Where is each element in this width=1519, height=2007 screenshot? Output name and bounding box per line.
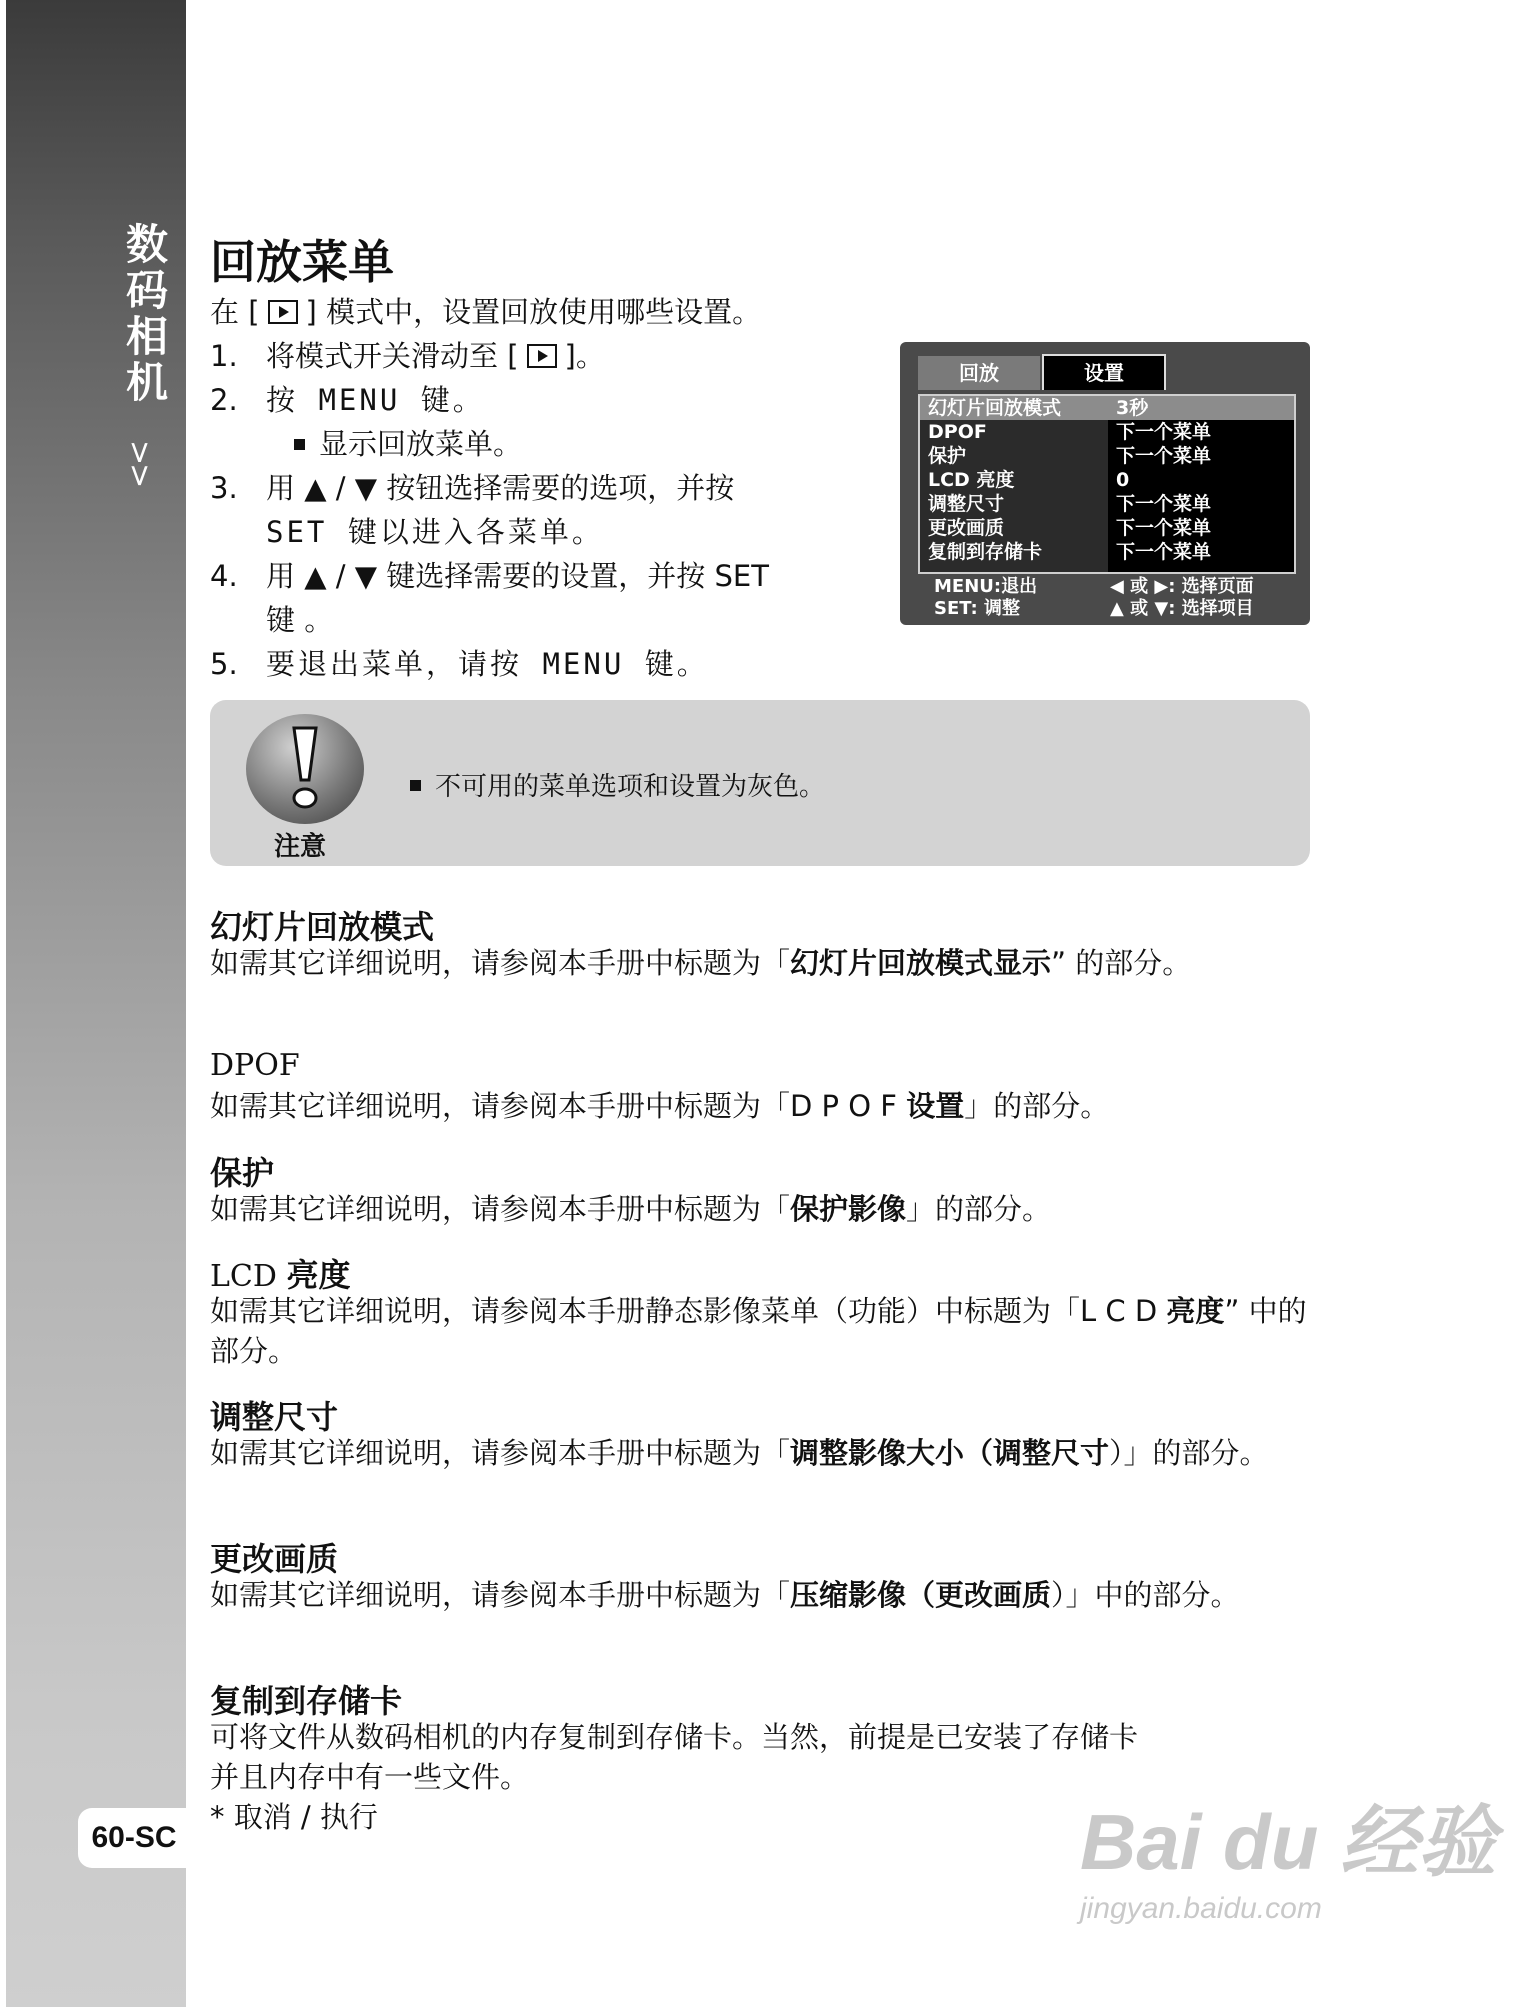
page-title: 回放菜单 — [210, 235, 394, 289]
section-title: 调整尺寸 — [210, 1398, 339, 1436]
note-text-content: 不可用的菜单选项和设置为灰色。 — [435, 772, 826, 802]
menu-value: 3秒 — [1116, 397, 1149, 419]
menu-value: 下一个菜单 — [1116, 421, 1212, 443]
body-text: ” 的部分。 — [1051, 946, 1192, 980]
note-text — [410, 766, 825, 803]
watermark — [1080, 1780, 1496, 1926]
body-bold: 亮度 — [1166, 1294, 1225, 1328]
section-body — [210, 1575, 1320, 1615]
menu-row — [920, 540, 1294, 564]
menu-key: DPOF — [928, 421, 987, 443]
note-label: 注意 — [274, 832, 327, 862]
section-body — [210, 1189, 1320, 1229]
section-title: 更改画质 — [210, 1540, 339, 1578]
menu-key: 保护 — [928, 445, 967, 467]
step-number: 1. — [210, 339, 238, 373]
warning-icon — [246, 714, 364, 824]
step-text: ]。 — [564, 339, 605, 373]
section-title — [210, 1250, 350, 1296]
body-text: 如需其它详细说明，请参阅本手册中标题为「D P O F — [210, 1089, 907, 1123]
body-text: ）」中的部分。 — [1051, 1578, 1240, 1612]
camera-menu-list — [918, 394, 1296, 574]
body-bold: 保护影像 — [790, 1192, 907, 1226]
sidebar — [6, 0, 186, 2007]
menu-value: 下一个菜单 — [1116, 517, 1212, 539]
body-text: 可将文件从数码相机的内存复制到存储卡。当然，前提是已安装了存储卡 — [210, 1720, 1139, 1754]
step-number: 5. — [210, 647, 238, 681]
body-text: 如需其它详细说明，请参阅本手册中标题为「 — [210, 946, 791, 980]
camera-footer-right — [1110, 576, 1254, 620]
watermark-url: jingyan.baidu.com — [1080, 1892, 1322, 1925]
body-text: 」的部分。 — [906, 1192, 1052, 1226]
section-title: 复制到存储卡 — [210, 1682, 403, 1720]
body-bold: 调整影像大小（调整尺寸 — [790, 1436, 1110, 1470]
bullet-icon — [294, 439, 305, 450]
step-number: 2. — [210, 383, 238, 417]
section-title: 幻灯片回放模式 — [210, 908, 435, 946]
menu-key: 幻灯片回放模式 — [928, 397, 1062, 419]
list-item — [210, 334, 890, 378]
watermark-brand: Bai du 经验 — [1080, 1798, 1497, 1886]
step-text: SET 键以进入各菜单。 — [266, 515, 604, 549]
list-item — [210, 642, 890, 686]
sidebar-title: 数码相机 — [120, 222, 169, 406]
chevron-right-icon: >> — [122, 440, 157, 487]
body-bold: 设置 — [906, 1089, 965, 1123]
camera-footer-left — [934, 576, 1037, 620]
section-title-bold: 亮度 — [286, 1256, 351, 1294]
footer-item-hint: ▲ 或 ▼: 选择项目 — [1110, 598, 1254, 619]
step-subtext: 显示回放菜单。 — [319, 427, 523, 461]
menu-value: 下一个菜单 — [1116, 445, 1212, 467]
list-item — [210, 554, 890, 642]
body-text: 如需其它详细说明，请参阅本手册中标题为「 — [210, 1192, 791, 1226]
intro-after: ] 模式中，设置回放使用哪些设置。 — [305, 295, 762, 329]
bullet-icon — [410, 780, 421, 791]
play-icon — [527, 344, 557, 368]
step-number: 3. — [210, 471, 238, 505]
tab-playback: 回放 — [918, 356, 1040, 390]
menu-row — [920, 516, 1294, 540]
intro-text — [210, 290, 761, 334]
step-text: 要退出菜单，请按 MENU 键。 — [266, 647, 709, 681]
body-text: 如需其它详细说明，请参阅本手册静态影像菜单（功能）中标题为「L C D — [210, 1294, 1167, 1328]
body-text: 如需其它详细说明，请参阅本手册中标题为「 — [210, 1578, 791, 1612]
menu-row — [920, 420, 1294, 444]
menu-row — [920, 444, 1294, 468]
section-title-pre: LCD — [210, 1259, 287, 1294]
step-text: 用 ▲ / ▼ 键选择需要的设置，并按 SET — [266, 559, 769, 593]
steps-list — [210, 334, 890, 686]
section-title: DPOF — [210, 1048, 300, 1083]
section-body — [210, 943, 1320, 983]
menu-value: 0 — [1116, 469, 1130, 491]
body-text: ）」的部分。 — [1109, 1436, 1269, 1470]
body-bold: 压缩影像（更改画质 — [790, 1578, 1052, 1612]
menu-key: LCD 亮度 — [928, 469, 1015, 491]
play-icon — [268, 300, 298, 324]
step-text: 键 。 — [266, 603, 334, 637]
footer-set-hint: SET: 调整 — [934, 598, 1021, 619]
menu-key: 复制到存储卡 — [928, 541, 1043, 563]
list-item — [210, 466, 890, 554]
body-text: * 取消 / 执行 — [210, 1800, 378, 1834]
menu-value: 下一个菜单 — [1116, 541, 1212, 563]
body-text: ” 中的部分。 — [210, 1294, 1307, 1368]
section-body — [210, 1086, 1320, 1126]
note-box — [210, 700, 1310, 866]
step-number: 4. — [210, 559, 238, 593]
step-text: 将模式开关滑动至 [ — [266, 339, 519, 373]
step-text: 用 ▲ / ▼ 按钮选择需要的选项，并按 — [266, 471, 735, 505]
body-text: 并且内存中有一些文件。 — [210, 1760, 530, 1794]
section-body — [210, 1433, 1320, 1473]
camera-menu-screen — [900, 342, 1310, 625]
body-text: 如需其它详细说明，请参阅本手册中标题为「 — [210, 1436, 791, 1470]
menu-value: 下一个菜单 — [1116, 493, 1212, 515]
intro-before: 在 [ — [210, 295, 260, 329]
menu-row — [920, 468, 1294, 492]
section-title: 保护 — [210, 1154, 275, 1192]
tab-settings: 设置 — [1042, 354, 1166, 390]
page-number: 60-SC — [78, 1808, 190, 1868]
menu-row — [920, 492, 1294, 516]
body-text: 」的部分。 — [964, 1089, 1110, 1123]
footer-page-hint: ◀ 或 ▶: 选择页面 — [1110, 576, 1254, 597]
menu-key: 更改画质 — [928, 517, 1005, 539]
list-item — [210, 378, 890, 422]
footer-menu-hint: MENU:退出 — [934, 576, 1038, 597]
list-item — [210, 422, 890, 466]
menu-row — [920, 396, 1294, 420]
section-body — [210, 1291, 1320, 1371]
step-text: 按 MENU 键。 — [266, 383, 485, 417]
menu-key: 调整尺寸 — [928, 493, 1005, 515]
body-bold: 幻灯片回放模式显示 — [790, 946, 1052, 980]
